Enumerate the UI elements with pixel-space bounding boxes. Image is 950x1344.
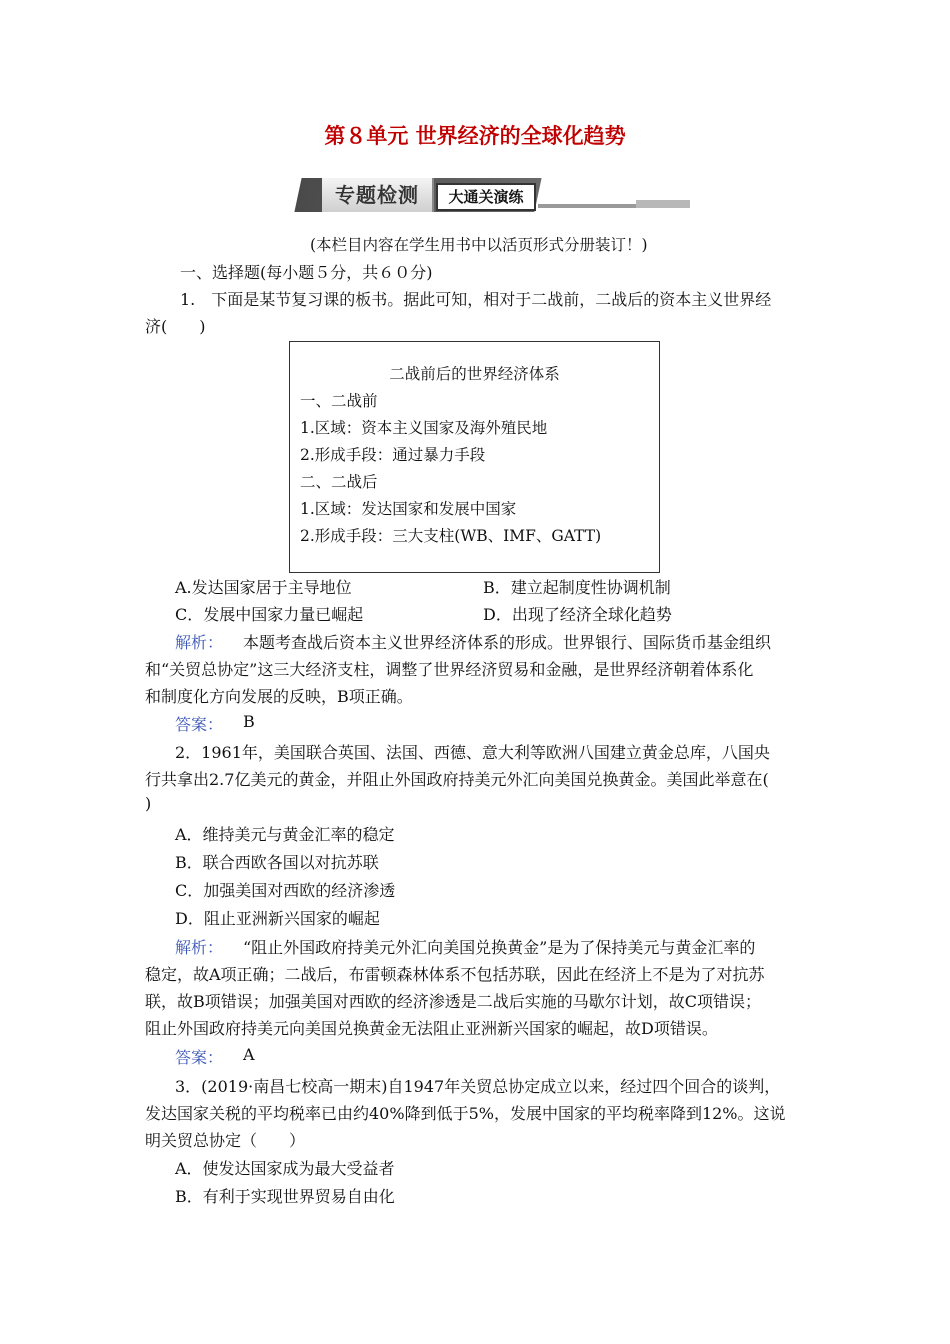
q1-option-d: D．出现了经济全球化趋势 [483,605,672,624]
q2-option-d: D．阻止亚洲新兴国家的崛起 [175,909,380,928]
q1-analysis-label: 解析： [175,633,224,652]
q1-board-row: 1.区域：发达国家和发展中国家 [300,500,517,518]
q1-analysis-line2: 和“关贸总协定”这三大经济支柱，调整了世界经济贸易和金融，是世界经济朝着体系化 [145,660,754,679]
q1-stem-line1: 1. 下面是某节复习课的板书。据此可知，相对于二战前，二战后的资本主义世界经 [180,290,772,309]
q3-stem-line2: 发达国家关税的平均税率已由约40%降到低于5%，发展中国家的平均税率降到12%。这说 [145,1104,786,1123]
q1-analysis-line1: 本题考查战后资本主义世界经济体系的形成。世界银行、国际货币基金组织 [243,633,772,652]
q2-answer-label: 答案： [175,1048,224,1067]
q2-analysis-line2: 稳定，故A项正确；二战后，布雷顿森林体系不包括苏联，因此在经济上不是为了对抗苏 [145,965,765,984]
banner-main-label: 专题检测 [322,178,434,212]
q3-option-b: B．有利于实现世界贸易自由化 [175,1187,395,1206]
q1-option-a: A.发达国家居于主导地位 [175,578,352,597]
q1-board-row: 1.区域：资本主义国家及海外殖民地 [300,419,548,437]
q2-option-b: B．联合西欧各国以对抗苏联 [175,853,379,872]
banner-sub-label: 大通关演练 [436,183,536,211]
q1-option-c: C．发展中国家力量已崛起 [175,605,364,624]
banner-tail-block [636,200,690,208]
q1-board-title: 二战前后的世界经济体系 [389,365,560,383]
q2-option-a: A．维持美元与黄金汇率的稳定 [175,825,395,844]
q2-stem-line1: 2．1961年，美国联合英国、法国、西德、意大利等欧洲八国建立黄金总库，八国央 [175,743,770,762]
q2-option-c: C．加强美国对西欧的经济渗透 [175,881,396,900]
q1-answer-label: 答案： [175,715,224,734]
q3-stem-line3: 明关贸总协定（ ） [145,1131,306,1150]
section-heading: 一、选择题(每小题５分，共６０分) [180,263,433,282]
q2-analysis-label: 解析： [175,938,224,957]
q2-analysis-line4: 阻止外国政府持美元向美国兑换黄金无法阻止亚洲新兴国家的崛起，故D项错误。 [145,1019,718,1038]
q1-option-b: B．建立起制度性协调机制 [483,578,671,597]
q1-board-row: 一、二战前 [300,392,378,410]
q2-answer: A [243,1045,255,1064]
q3-stem-line1: 3．(2019·南昌七校高一期末)自1947年关贸总协定成立以来，经过四个回合的谈判， [175,1077,781,1096]
q2-analysis-line1: “阻止外国政府持美元外汇向美国兑换黄金”是为了保持美元与黄金汇率的 [243,938,756,957]
section-banner [298,178,690,212]
q2-analysis-line3: 联，故B项错误；加强美国对西欧的经济渗透是二战后实施的马歇尔计划，故C项错误； [145,992,762,1011]
q2-stem-line2: 行共拿出2.7亿美元的黄金，并阻止外国政府持美元外汇向美国兑换黄金。美国此举意在( [145,770,769,789]
q1-board-box [289,341,660,573]
page-title: 第８单元 世界经济的全球化趋势 [324,124,626,148]
q1-board-row: 2.形成手段：三大支柱(WB、IMF、GATT) [300,527,602,545]
q1-answer: B [243,712,255,731]
binding-note: (本栏目内容在学生用书中以活页形式分册装订！) [310,236,648,254]
q1-board-row: 二、二战后 [300,473,378,491]
q3-option-a: A．使发达国家成为最大受益者 [175,1159,395,1178]
q2-stem-line3: ) [145,794,152,813]
q1-stem-line2: 济( ) [145,317,206,336]
q1-board-row: 2.形成手段：通过暴力手段 [300,446,486,464]
q1-analysis-line3: 和制度化方向发展的反映，B项正确。 [145,687,413,706]
